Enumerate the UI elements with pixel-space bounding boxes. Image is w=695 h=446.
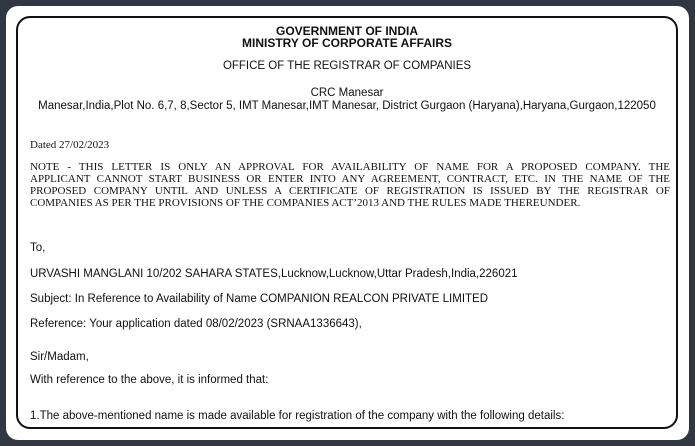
point-one: 1.The above-mentioned name is made available for registration of the company with the following details: (30, 410, 565, 422)
office-heading: OFFICE OF THE REGISTRAR OF COMPANIES (222, 60, 472, 72)
approval-note (30, 161, 670, 209)
crc-name: CRC Manesar (310, 87, 384, 99)
recipient-address: URVASHI MANGLANI 10/202 SAHARA STATES,Lucknow,Lucknow,Uttar Pradesh,India,226021 (30, 268, 518, 280)
subject-line: Subject: In Reference to Availability of Name COMPANION REALCON PRIVATE LIMITED (30, 293, 489, 305)
salutation: Sir/Madam, (30, 351, 89, 363)
office-address: Manesar,India,Plot No. 6,7, 8,Sector 5, IMT Manesar,IMT Manesar, District Gurgaon (Haryana),Haryana,Gurgaon,122050 (38, 100, 656, 112)
note-line: PROPOSED COMPANY UNTIL AND UNLESS A CERTIFICATE OF REGISTRATION IS ISSUED BY THE REGISTRAR OF (30, 185, 670, 197)
reference-line: Reference: Your application dated 08/02/2023 (SRNAA1336643), (30, 318, 362, 330)
note-line: APPLICANT CANNOT START BUSINESS OR ENTER INTO ANY AGREEMENT, CONTRACT, ETC. IN THE NAME OF THE (30, 173, 670, 185)
letter-page (16, 16, 678, 429)
ministry-heading: MINISTRY OF CORPORATE AFFAIRS (241, 36, 452, 50)
note-line: NOTE - THIS LETTER IS ONLY AN APPROVAL FOR AVAILABILITY OF NAME FOR A PROPOSED COMPANY. THE (30, 161, 670, 173)
note-line: COMPANIES AS PER THE PROVISIONS OF THE COMPANIES ACT’2013 AND THE RULES MADE THEREUNDER. (30, 197, 581, 209)
to-label: To, (30, 242, 46, 254)
document-frame (6, 6, 689, 440)
government-heading: GOVERNMENT OF INDIA (275, 24, 418, 38)
intro-line: With reference to the above, it is informed that: (30, 374, 269, 386)
letter-date: Dated 27/02/2023 (30, 139, 110, 151)
